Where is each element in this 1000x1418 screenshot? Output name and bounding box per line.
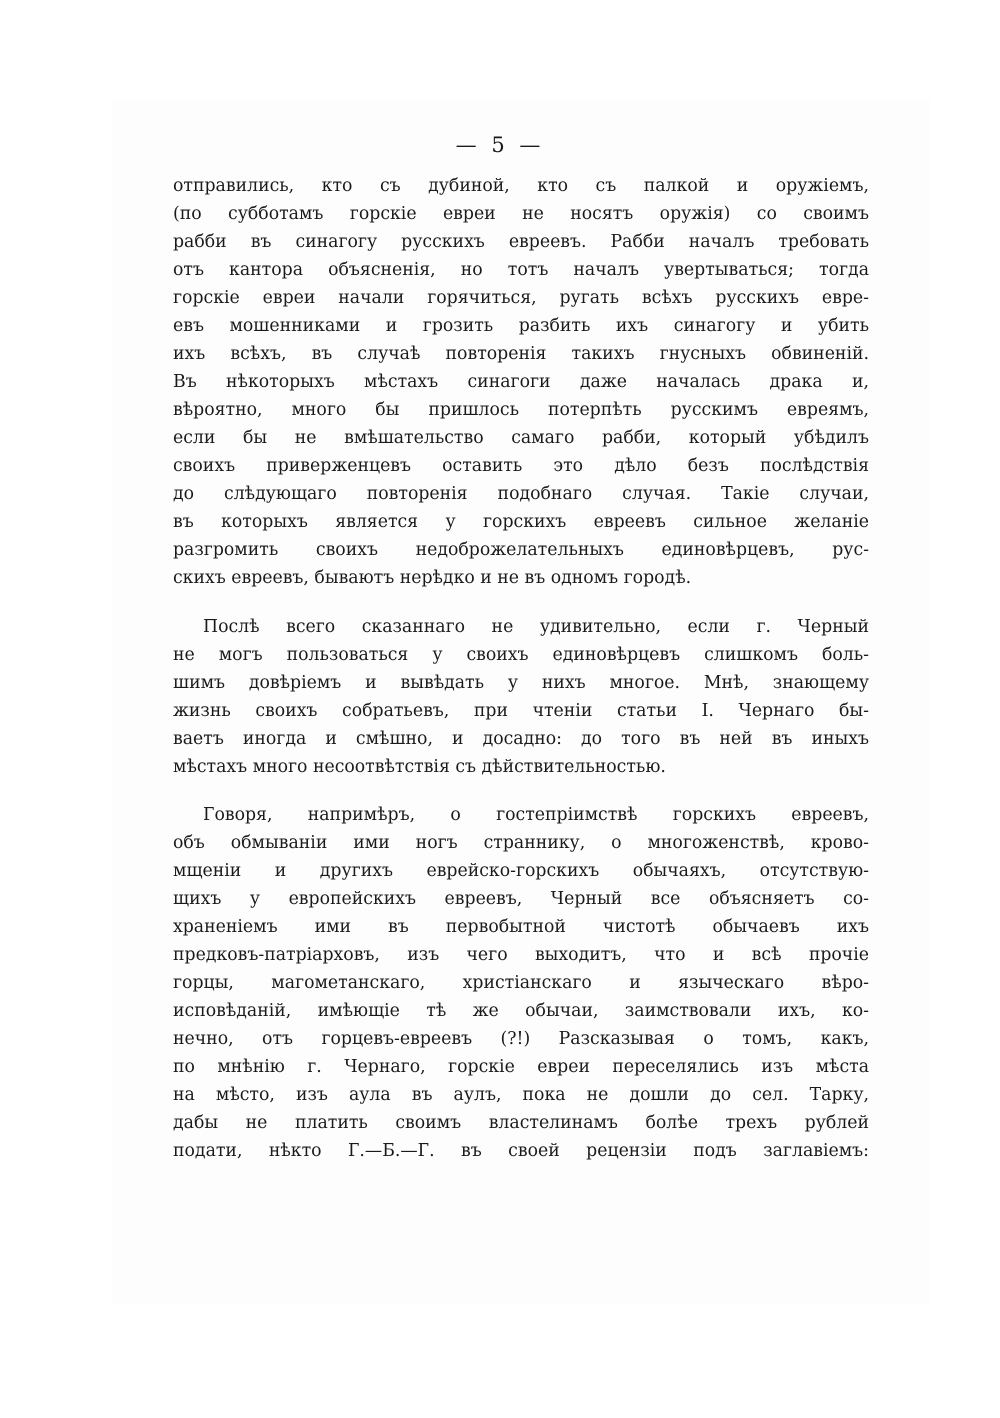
text-line: вѣроятно, много бы пришлось потерпѣть русскимъ евреямъ, (173, 400, 869, 420)
text-line: ихъ всѣхъ, въ случаѣ повторенія такихъ гнусныхъ обвиненій. (173, 344, 869, 364)
text-line: скихъ евреевъ, бываютъ нерѣдко и не въ одномъ городѣ. (173, 568, 692, 588)
text-block (173, 172, 869, 1186)
text-line: мщеніи и другихъ еврейско-горскихъ обычаяхъ, отсутствую- (173, 861, 869, 881)
text-line: объ обмываніи ими ногъ страннику, о многоженствѣ, крово- (173, 833, 869, 853)
text-line: (по субботамъ горскіе евреи не носятъ оружія) со своимъ (173, 204, 869, 224)
text-line: жизнь своихъ собратьевъ, при чтеніи статьи I. Чернаго бы- (173, 700, 869, 721)
text-line: отправились, кто съ дубиной, кто съ палкой и оружіемъ, (173, 176, 869, 196)
text-line: отъ кантора объясненія, но тотъ началъ увертываться; тогда (173, 260, 869, 280)
text-line: горцы, магометанскаго, христіанскаго и языческаго вѣро- (173, 973, 869, 993)
text-line: исповѣданій, имѣющіе тѣ же обычаи, заимствовали ихъ, ко- (173, 1001, 869, 1021)
text-line: подати, нѣкто Г.—Б.—Г. въ своей рецензіи подъ заглавіемъ: (173, 1141, 869, 1161)
paragraph-1 (173, 172, 869, 592)
text-line: если бы не вмѣшательство самаго рабби, который убѣдилъ (173, 428, 869, 448)
text-line: горскіе евреи начали горячиться, ругать всѣхъ русскихъ евре- (173, 288, 869, 308)
text-line: рабби въ синагогу русскихъ евреевъ. Рабби началъ требовать (173, 232, 869, 252)
paragraph-3 (173, 801, 869, 1165)
text-line: Говоря, напримѣръ, о гостепріимствѣ горскихъ евреевъ, (203, 805, 869, 825)
text-line: разгромить своихъ недоброжелательныхъ единовѣрцевъ, рус- (173, 540, 869, 560)
text-line: щихъ у европейскихъ евреевъ, Черный все объясняетъ со- (173, 889, 869, 909)
text-line: нечно, отъ горцевъ-евреевъ (?!) Разсказывая о томъ, какъ, (173, 1029, 869, 1049)
text-line: на мѣсто, изъ аула въ аулъ, пока не дошли до сел. Тарку, (173, 1085, 869, 1105)
text-line: въ которыхъ является у горскихъ евреевъ сильное желаніе (173, 512, 869, 532)
text-line: Послѣ всего сказаннаго не удивительно, если г. Черный (203, 616, 869, 637)
text-line: предковъ-патріарховъ, изъ чего выходитъ, что и всѣ прочіе (173, 945, 869, 965)
text-line: по мнѣнію г. Чернаго, горскіе евреи переселялись изъ мѣста (173, 1057, 869, 1077)
paragraph-2 (173, 613, 869, 781)
text-line: евъ мошенниками и грозить разбить ихъ синагогу и убить (173, 316, 869, 336)
text-line: мѣстахъ много несоотвѣтствія съ дѣйствительностью. (173, 756, 666, 777)
text-line: своихъ приверженцевъ оставить это дѣло безъ послѣдствія (173, 456, 869, 476)
text-line: не могъ пользоваться у своихъ единовѣрцевъ слишкомъ боль- (173, 644, 869, 665)
text-line: храненіемъ ими въ первобытной чистотѣ обычаевъ ихъ (173, 917, 869, 937)
text-line: ваетъ иногда и смѣшно, и досадно: до того въ ней въ иныхъ (173, 728, 869, 749)
text-line: дабы не платить своимъ властелинамъ болѣе трехъ рублей (173, 1113, 869, 1133)
text-line: Въ нѣкоторыхъ мѣстахъ синагоги даже началась драка и, (173, 372, 869, 392)
text-line: шимъ довѣріемъ и вывѣдать у нихъ многое. Мнѣ, знающему (173, 672, 869, 693)
text-line: до слѣдующаго повторенія подобнаго случая. Такіе случаи, (173, 484, 869, 504)
page-number: — 5 — (455, 133, 545, 157)
